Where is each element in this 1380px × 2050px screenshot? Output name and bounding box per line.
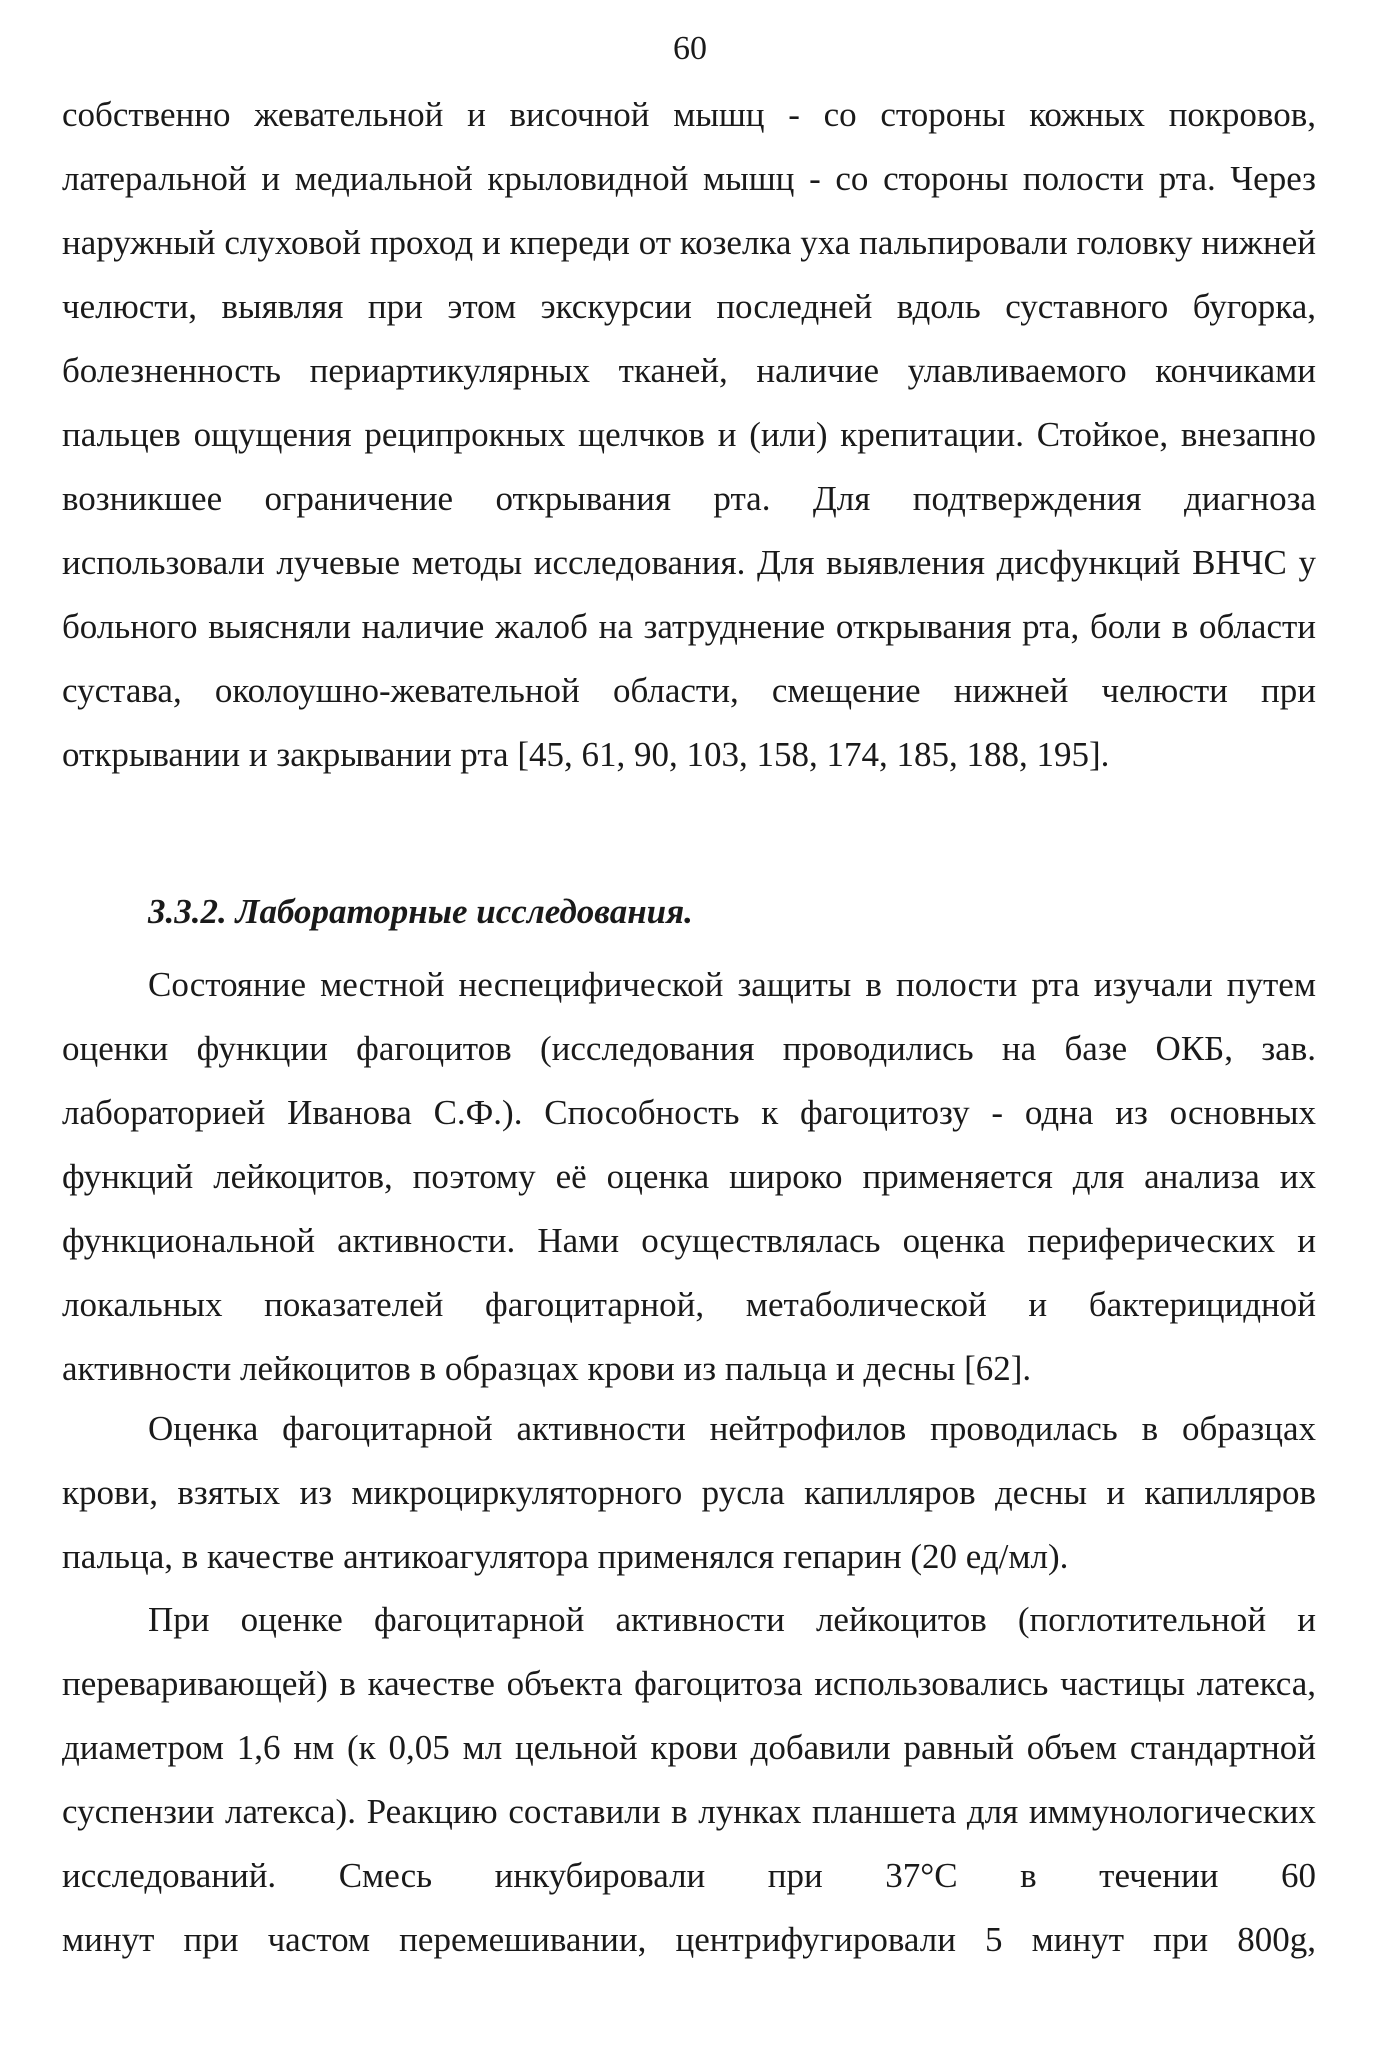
paragraph-neutrophil-activity: Оценка фагоцитарной активности нейтрофилов проводилась в образцах крови, взятых из микроциркуляторного русла капилляров десны и капилляров пальца, в качестве антикоагулятора применялся гепарин (20 ед/мл). bbox=[62, 1409, 1316, 1576]
paragraph-latex-phagocytosis: При оценке фагоцитарной активности лейкоцитов (поглотительной и переваривающей) в качестве объекта фагоцитоза использовались частицы латекса, диаметром 1,6 нм (к 0,05 мл цельной крови добавили равный объем стандартной суспензии латекса). Реакцию составили в лунках планшета для иммунологических исследований. Смесь инкубировали при 37°С в течении 60 bbox=[62, 1600, 1316, 1895]
paragraph-joint-examination: собственно жевательной и височной мышц - со стороны кожных покровов, латеральной и медиальной крыловидной мышц - со стороны полости рта. Через наружный слуховой проход и кпереди от козелка уха пальпировали головку нижней челюсти, выявляя при этом экскурсии последней вдоль суставного бугорка, болезненность периартикулярных тканей, наличие улавливаемого кончиками пальцев ощущения реципрокных щелчков и (или) крепитации. Стойкое, внезапно возникшее ограничение открывания рта. Для подтверждения диагноза использовали лучевые методы исследования. Для выявления дисфункций ВНЧС у больного выясняли наличие жалоб на затруднение открывания рта, боли в области сустава, околоушно-жевательной области, смещение нижней челюсти при открывании и закрывании рта [45, 61, 90, 103, 158, 174, 185, 188, 195]. bbox=[62, 95, 1316, 774]
page-number: 60 bbox=[673, 30, 707, 67]
section-heading-lab-studies: 3.3.2. Лабораторные исследования. bbox=[148, 892, 693, 931]
paragraph-latex-phagocytosis-continued: минут при частом перемешивании, центрифугировали 5 минут при 800g, bbox=[62, 1920, 1316, 1959]
paragraph-phagocyte-function: Состояние местной неспецифической защиты в полости рта изучали путем оценки функции фагоцитов (исследования проводились на базе ОКБ, зав. лабораторией Иванова С.Ф.). Способность к фагоцитозу - одна из основных функций лейкоцитов, поэтому её оценка широко применяется для анализа их функциональной активности. Нами осуществлялась оценка периферических и локальных показателей фагоцитарной, метаболической и бактерицидной активности лейкоцитов в образцах крови из пальца и десны [62]. bbox=[62, 965, 1316, 1388]
